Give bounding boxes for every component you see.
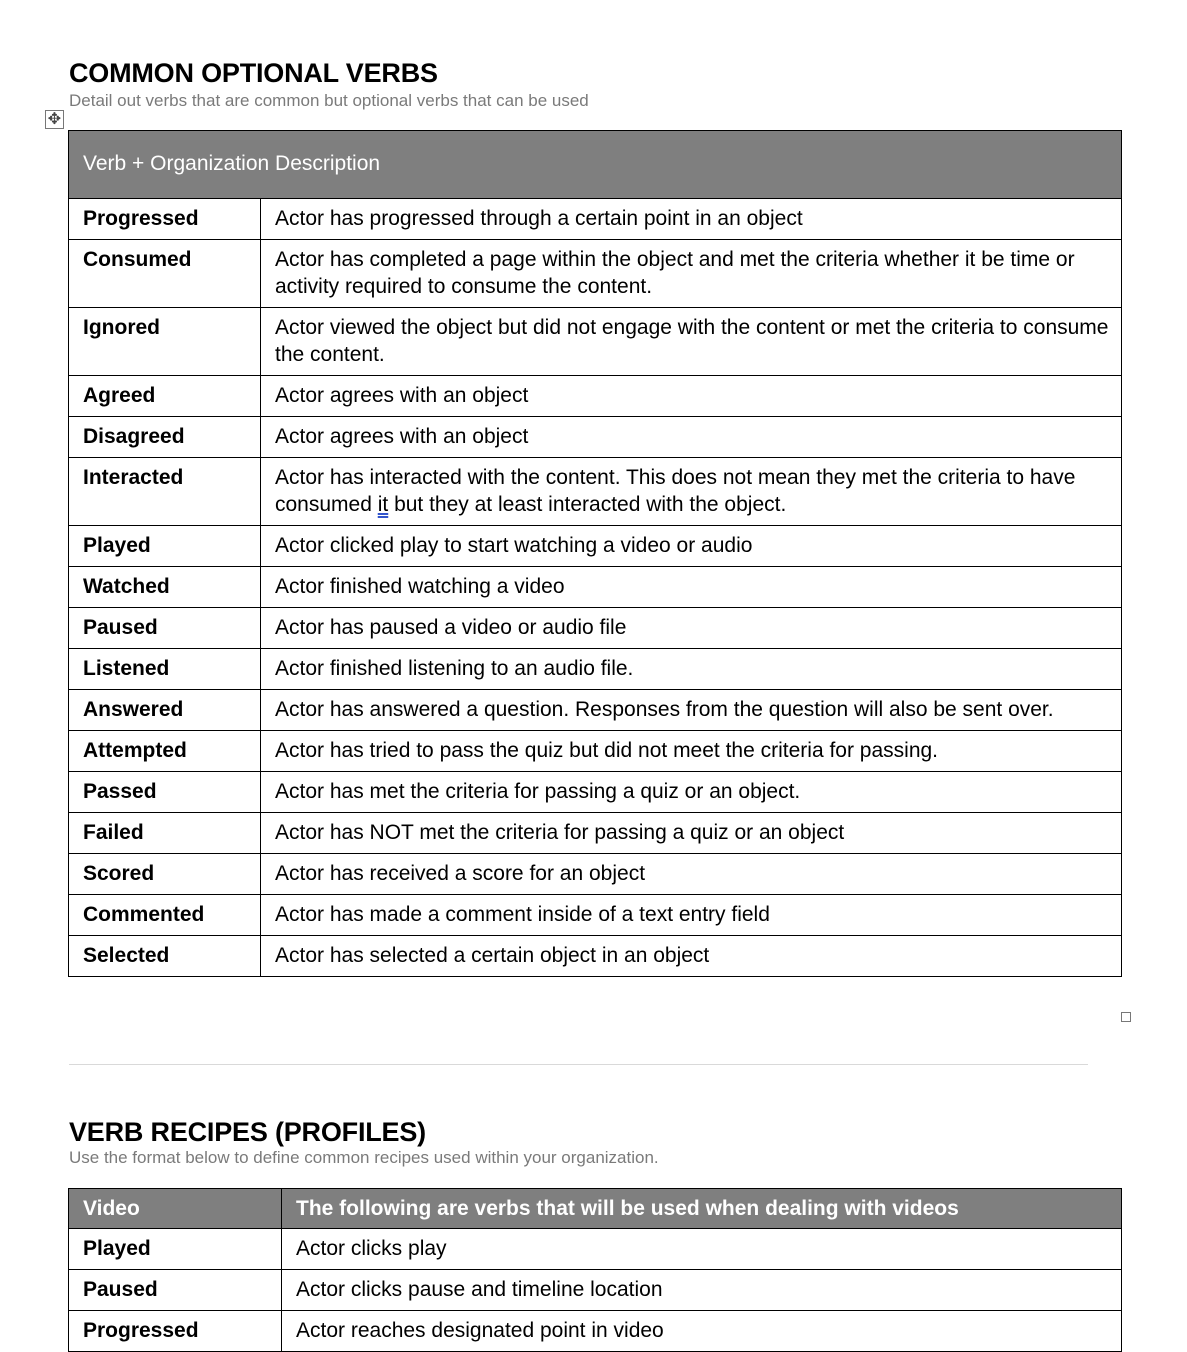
description-cell: Actor has progressed through a certain point in an object <box>261 199 1122 240</box>
description-cell: Actor agrees with an object <box>261 417 1122 458</box>
section-title-verb-recipes: VERB RECIPES (PROFILES) <box>69 1117 426 1147</box>
move-icon: ✥ <box>47 110 62 128</box>
description-cell: Actor has received a score for an object <box>261 854 1122 895</box>
table-header-cell: Verb + Organization Description <box>69 131 1122 199</box>
table-row <box>69 649 1122 690</box>
description-cell: Actor finished watching a video <box>261 567 1122 608</box>
description-cell: Actor has interacted with the content. This does not mean they met the criteria to have consumed it but they at least interacted with the object. <box>261 458 1122 526</box>
description-cell: Actor clicked play to start watching a video or audio <box>261 526 1122 567</box>
table-row <box>69 608 1122 649</box>
table-row <box>69 308 1122 376</box>
table-row <box>69 1270 1122 1311</box>
table-row <box>69 567 1122 608</box>
table-row <box>69 376 1122 417</box>
verb-cell: Scored <box>69 854 261 895</box>
verb-cell: Disagreed <box>69 417 261 458</box>
table-row <box>69 1311 1122 1352</box>
verb-cell: Paused <box>69 1270 282 1311</box>
verb-cell: Failed <box>69 813 261 854</box>
table-row <box>69 895 1122 936</box>
description-cell: Actor has selected a certain object in an object <box>261 936 1122 977</box>
common-verbs-table <box>68 130 1122 977</box>
verb-cell: Attempted <box>69 731 261 772</box>
description-cell: Actor has answered a question. Responses from the question will also be sent over. <box>261 690 1122 731</box>
table-row <box>69 526 1122 567</box>
verb-cell: Interacted <box>69 458 261 526</box>
recipe-header-row <box>69 1189 1122 1229</box>
table-header-row <box>69 131 1122 199</box>
verb-recipe-table <box>68 1188 1122 1352</box>
table-row <box>69 458 1122 526</box>
table-row <box>69 854 1122 895</box>
verb-cell: Played <box>69 1229 282 1270</box>
description-cell: Actor finished listening to an audio file. <box>261 649 1122 690</box>
description-cell: Actor has met the criteria for passing a quiz or an object. <box>261 772 1122 813</box>
description-cell: Actor has made a comment inside of a text entry field <box>261 895 1122 936</box>
verb-cell: Listened <box>69 649 261 690</box>
table-row <box>69 772 1122 813</box>
description-cell: Actor reaches designated point in video <box>282 1311 1122 1352</box>
table-row <box>69 1229 1122 1270</box>
section-divider <box>69 1064 1088 1065</box>
description-cell: Actor has completed a page within the object and met the criteria whether it be time or activity required to consume the content. <box>261 240 1122 308</box>
table-move-handle[interactable] <box>45 110 64 129</box>
table-row <box>69 417 1122 458</box>
verb-cell: Agreed <box>69 376 261 417</box>
table-row <box>69 199 1122 240</box>
description-cell: Actor agrees with an object <box>261 376 1122 417</box>
table-row <box>69 936 1122 977</box>
recipe-header-description: The following are verbs that will be used when dealing with videos <box>282 1189 1122 1229</box>
verb-cell: Answered <box>69 690 261 731</box>
table-row <box>69 813 1122 854</box>
table-row <box>69 731 1122 772</box>
verb-cell: Commented <box>69 895 261 936</box>
recipe-header-category: Video <box>69 1189 282 1229</box>
spellcheck-word: it <box>377 493 389 516</box>
verb-cell: Ignored <box>69 308 261 376</box>
table-row <box>69 240 1122 308</box>
section-subtitle-verb-recipes: Use the format below to define common recipes used within your organization. <box>69 1148 659 1167</box>
verb-cell: Progressed <box>69 199 261 240</box>
section-title-common-verbs: COMMON OPTIONAL VERBS <box>69 58 438 88</box>
verb-cell: Consumed <box>69 240 261 308</box>
description-cell: Actor has tried to pass the quiz but did not meet the criteria for passing. <box>261 731 1122 772</box>
table-resize-handle[interactable] <box>1121 1012 1131 1022</box>
description-cell: Actor clicks play <box>282 1229 1122 1270</box>
description-cell: Actor clicks pause and timeline location <box>282 1270 1122 1311</box>
verb-cell: Progressed <box>69 1311 282 1352</box>
verb-cell: Played <box>69 526 261 567</box>
verb-cell: Selected <box>69 936 261 977</box>
verb-cell: Watched <box>69 567 261 608</box>
description-cell: Actor has NOT met the criteria for passing a quiz or an object <box>261 813 1122 854</box>
section-subtitle-common-verbs: Detail out verbs that are common but optional verbs that can be used <box>69 91 589 110</box>
description-cell: Actor has paused a video or audio file <box>261 608 1122 649</box>
verb-cell: Passed <box>69 772 261 813</box>
description-cell: Actor viewed the object but did not engage with the content or met the criteria to consume the content. <box>261 308 1122 376</box>
verb-cell: Paused <box>69 608 261 649</box>
table-row <box>69 690 1122 731</box>
